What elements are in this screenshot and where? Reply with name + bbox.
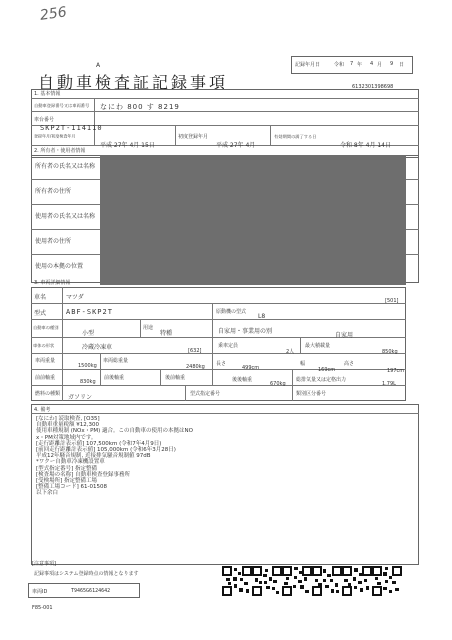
body-value: 冷蔵冷凍車: [82, 344, 113, 351]
fuel-value: ガソリン: [68, 394, 93, 401]
remark-line: 自動車重量税額 ¥12,300: [36, 422, 99, 429]
front-axle-value: 830kg: [80, 379, 96, 385]
owner-address-label: 所有者の住所: [35, 188, 72, 195]
year-unit: 年: [357, 62, 363, 68]
issue-date-box: [291, 56, 413, 74]
private-value: 自家用: [335, 332, 354, 339]
remark-line: [走行距離計表示値] 107,500km (令和7年4月9日): [36, 440, 162, 447]
user-name-label: 使用者の氏名又は名称: [35, 213, 96, 220]
qr-code-4-icon: [312, 566, 342, 600]
max-load-label: 最大積載量: [305, 343, 331, 349]
remark-line: [整備工場コード] 61-01508: [36, 484, 108, 491]
vehicle-id-label: 車両ID: [32, 589, 48, 595]
chassis-label: 車台番号: [34, 117, 55, 123]
weight-label: 車両重量: [35, 358, 56, 364]
doc-number: 6132301398698: [352, 84, 394, 90]
expiry-value: 令和 8年 4月 14日: [340, 142, 391, 149]
fuel-label: 燃料の種類: [35, 391, 61, 397]
remark-line: 以下余白: [36, 490, 59, 497]
max-load-value: 850kg: [382, 349, 398, 355]
rear-axle-value: 670kg: [270, 381, 286, 387]
reg-label: 自動車登録番号又は車両番号: [34, 103, 90, 109]
remark-line: 使用車種規制 (NOx・PM) 適合。この自動車の使用の本拠はNO: [36, 428, 193, 435]
capacity-label: 乗車定員: [218, 343, 239, 349]
first-reg-date-label: 初度登録年月: [178, 134, 209, 140]
first-reg-value: 平成 27年 4月 15日: [100, 142, 155, 149]
rear-axle-label: 後後軸重: [232, 377, 253, 383]
remark-line: x・PM対策地域内です。: [36, 434, 97, 441]
section3-title: 3. 車両詳細情報: [34, 280, 71, 286]
section4-title: 4. 備考: [34, 407, 51, 413]
remark-line: [型式指定番号] 指定整備: [36, 465, 98, 472]
expiry-label: 有効期間の満了する日: [274, 134, 317, 140]
type-label: 自動車の種別: [33, 325, 59, 331]
top-letter: A: [96, 62, 101, 69]
height-label: 高さ: [344, 361, 355, 367]
length-value: 499cm: [242, 365, 260, 371]
handwritten-mark: 256: [39, 4, 68, 24]
qr-code-1-icon: [222, 566, 252, 600]
height-value: 197cm: [387, 368, 405, 374]
remarks-lines: [36, 416, 193, 497]
first-reg-date-value: 平成 27年 4月: [216, 142, 256, 149]
section2-title: 2. 所有者・使用者情報: [34, 148, 86, 154]
use-label: 用途: [143, 325, 154, 331]
issue-date-month: 4: [370, 61, 374, 67]
width-value: 169cm: [318, 367, 336, 373]
issue-date-year: 7: [350, 61, 354, 67]
remark-line: [受検場所] 指定整備工場: [36, 478, 98, 485]
remark-line: *ワクー自動車冷凍機設置車: [36, 459, 105, 466]
notes-line: 記録事項はシステム登録時点の情報となります: [34, 571, 139, 577]
issue-date-era: 令和: [334, 62, 345, 68]
section1-title: 1. 基本情報: [34, 91, 61, 97]
engine-value: L8: [258, 313, 266, 320]
maker-label: 車名: [34, 294, 47, 301]
approval-label: 型式指定番号: [190, 391, 221, 397]
base-location-label: 使用の本拠の位置: [35, 263, 84, 270]
issue-date-label: 記録年月日: [295, 62, 321, 68]
notes-title: [注意事項]: [32, 561, 56, 567]
day-unit: 日: [399, 62, 405, 68]
front-axle-label: 前後軸重: [104, 375, 125, 381]
rear-front-label: 後前軸重: [165, 375, 186, 381]
qr-code-2-icon: [252, 566, 282, 600]
type-value: 小型: [82, 330, 95, 337]
reg-value: なにわ 800 す 8219: [100, 103, 180, 111]
length-label: 長さ: [216, 361, 227, 367]
form-code: F85-001: [32, 605, 53, 611]
remark-line: [なにわ] 読取検査, [O35]: [36, 416, 100, 422]
user-address-label: 使用者の住所: [35, 238, 72, 245]
front-front-label: 前前軸重: [35, 375, 56, 381]
issue-date-day: 9: [390, 61, 394, 67]
vehicle-id-value: T9465G6124642: [71, 588, 111, 594]
maker-code: [501]: [385, 298, 399, 304]
model-value: ABF-SKP2T: [66, 308, 113, 316]
remark-line: [検査場の名称] 自動車検査登録事務所: [36, 471, 131, 478]
gross-label: 車両総重量: [103, 358, 129, 364]
engine-label: 原動機の型式: [216, 309, 247, 315]
qr-code-3-icon: [282, 566, 312, 600]
body-code: [632]: [188, 348, 202, 354]
capacity-value: 2人: [286, 349, 295, 355]
width-label: 幅: [300, 361, 306, 367]
remark-line: 平成12年騒音規制, 近接排気騒音規制値 97dB: [36, 453, 151, 460]
category-label: 類別区分番号: [296, 391, 327, 397]
owner-name-label: 所有者の氏名又は名称: [35, 163, 96, 170]
month-unit: 月: [377, 62, 383, 68]
chassis-value: SKP2T-114110: [40, 124, 103, 132]
qr-code-6-icon: [372, 566, 402, 600]
gross-value: 2480kg: [186, 364, 205, 370]
redaction-block: [100, 155, 406, 285]
displacement-label: 総排気量又は定格出力: [296, 377, 347, 383]
model-label: 型式: [34, 310, 47, 317]
page-title: 自動車検査証記録事項: [38, 73, 229, 92]
use-value: 特種: [160, 330, 173, 337]
weight-value: 1500kg: [78, 363, 97, 369]
qr-code-5-icon: [342, 566, 372, 600]
body-label: 車体の形状: [33, 343, 55, 349]
displacement-value: 1.79L: [382, 381, 396, 387]
maker-value: マツダ: [66, 294, 84, 301]
vehicle-id-box: [28, 583, 140, 598]
first-reg-label: 登録年月/初度検査年月: [34, 134, 76, 140]
private-label: 自家用・事業用の別: [218, 328, 273, 335]
remark-line: [前回走行距離計表示値] 105,000km (令和6年3月28日): [36, 447, 176, 454]
